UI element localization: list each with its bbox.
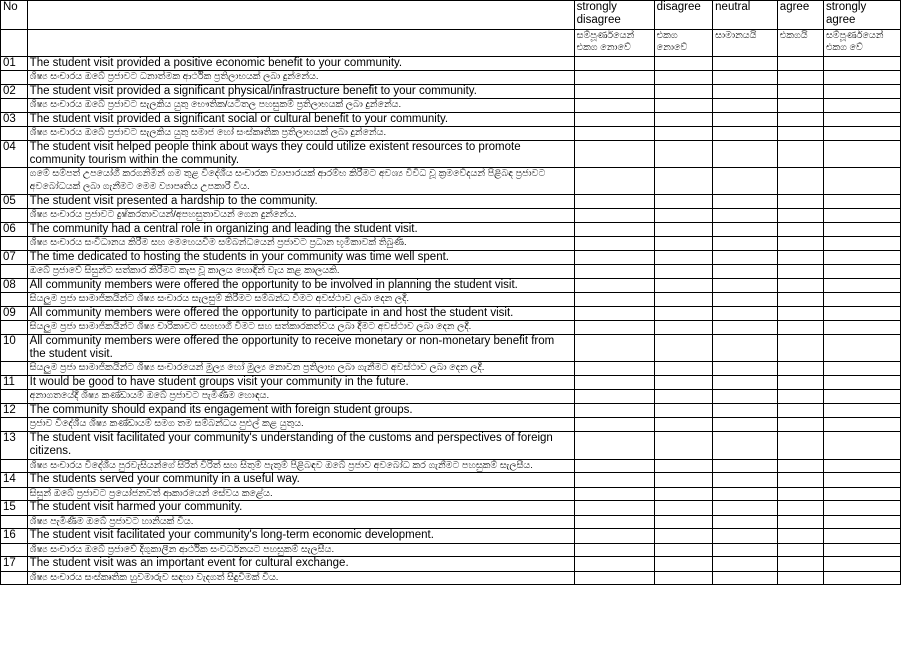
item-row-sinhala [1,168,901,195]
response-cell-si-agree[interactable] [777,321,823,335]
item-number: 02 [1,85,28,99]
item-statement-sinhala: ශිෂ්‍ය සංචාරය ප්‍රජාවට දුෂ්කරතාවයන්/අපහසුතාවයන් ගෙන දුන්නේය. [27,209,574,223]
item-statement-sinhala: සිසුන් ඔබේ ප්‍රජාවට ප්‍රයෝජනවත් ආකාරයෙන් සේවය කළේය. [27,487,574,501]
response-cell-strongly-agree[interactable] [823,223,900,237]
item-row [1,223,901,237]
response-cell-si-neutral[interactable] [713,487,778,501]
item-row-sinhala [1,71,901,85]
response-cell-disagree[interactable] [654,307,712,321]
item-number: 04 [1,141,28,168]
item-row-sinhala [1,237,901,251]
response-cell-si-agree[interactable] [777,487,823,501]
response-cell-si-agree[interactable] [777,459,823,473]
response-cell-strongly-disagree[interactable] [574,57,654,71]
item-number-blank [1,127,28,141]
item-row-sinhala [1,99,901,113]
item-statement-english: The student visit helped people think about ways they could utilize existent resources to promote community tourism within the community. [27,141,574,168]
item-number: 16 [1,529,28,543]
response-cell-strongly-agree[interactable] [823,335,900,362]
item-row [1,473,901,487]
response-cell-disagree[interactable] [654,85,712,99]
response-cell-agree[interactable] [777,557,823,571]
response-cell-strongly-agree[interactable] [823,251,900,265]
response-cell-strongly-disagree[interactable] [574,473,654,487]
response-cell-si-strongly-disagree[interactable] [574,237,654,251]
response-cell-si-neutral[interactable] [713,71,778,85]
item-number-blank [1,321,28,335]
item-row-sinhala [1,390,901,404]
item-number-blank [1,265,28,279]
response-cell-disagree[interactable] [654,279,712,293]
response-cell-disagree[interactable] [654,557,712,571]
response-cell-si-agree[interactable] [777,571,823,585]
item-number: 03 [1,113,28,127]
response-cell-si-agree[interactable] [777,209,823,223]
response-cell-strongly-disagree[interactable] [574,195,654,209]
response-cell-neutral[interactable] [713,307,778,321]
response-cell-si-strongly-agree[interactable] [823,127,900,141]
response-cell-disagree[interactable] [654,195,712,209]
item-statement-english: The community should expand its engagement with foreign student groups. [27,404,574,418]
response-cell-strongly-disagree[interactable] [574,404,654,418]
header-si-disagree: එකග නොවේ [654,30,712,57]
item-statement-english: The student visit harmed your community. [27,501,574,515]
item-number: 12 [1,404,28,418]
response-cell-disagree[interactable] [654,113,712,127]
item-number: 13 [1,432,28,459]
response-cell-disagree[interactable] [654,57,712,71]
response-cell-si-disagree[interactable] [654,459,712,473]
item-number-blank [1,209,28,223]
response-cell-si-agree[interactable] [777,237,823,251]
response-cell-strongly-agree[interactable] [823,404,900,418]
response-cell-si-strongly-disagree[interactable] [574,293,654,307]
response-cell-si-neutral[interactable] [713,362,778,376]
response-cell-si-strongly-agree[interactable] [823,168,900,195]
item-row [1,404,901,418]
header-si-neutral: සාමානයයි [713,30,778,57]
item-row-sinhala [1,209,901,223]
response-cell-si-strongly-agree[interactable] [823,293,900,307]
item-statement-sinhala: ශිෂ්‍ය සංචාරය ඔබේ ප්‍රජාවේ දිගුකාලීන ආර්ථික සංවර්ධනයට පහසුකම් සැලසීය. [27,543,574,557]
response-cell-strongly-agree[interactable] [823,57,900,71]
item-number-blank [1,418,28,432]
response-cell-strongly-disagree[interactable] [574,113,654,127]
item-statement-sinhala: සියලුම ප්‍රජා සාමාජිකයින්ට ශිෂ්‍ය චාරිකාවට සහභාගී වීමට සහ සත්කාරකත්වය ලබා දීමට අවස්ථාව ලබා දෙන ලදී. [27,321,574,335]
response-cell-disagree[interactable] [654,223,712,237]
response-cell-neutral[interactable] [713,501,778,515]
response-cell-strongly-agree[interactable] [823,113,900,127]
response-cell-si-neutral[interactable] [713,459,778,473]
response-cell-si-disagree[interactable] [654,99,712,113]
response-cell-strongly-agree[interactable] [823,141,900,168]
response-cell-strongly-agree[interactable] [823,195,900,209]
response-cell-strongly-agree[interactable] [823,557,900,571]
item-statement-english: All community members were offered the opportunity to participate in and host the student visit. [27,307,574,321]
response-cell-neutral[interactable] [713,529,778,543]
response-cell-si-strongly-disagree[interactable] [574,265,654,279]
item-row [1,557,901,571]
response-cell-si-strongly-agree[interactable] [823,487,900,501]
item-statement-english: The student visit facilitated your community's understanding of the customs and perspectives of foreign citizens. [27,432,574,459]
item-number-blank [1,293,28,307]
response-cell-neutral[interactable] [713,113,778,127]
response-cell-si-strongly-disagree[interactable] [574,571,654,585]
response-cell-strongly-disagree[interactable] [574,557,654,571]
item-statement-sinhala: සියලුම ප්‍රජා සාමාජිකයින්ට ශිෂ්‍ය සංචාරයෙන් මුල්‍ය හෝ මුල්‍ය නොවන ප්‍රතිලාභ ලබා ගැනීමට අවස්ථාව ලබා දෙන ලදී. [27,362,574,376]
item-number-blank [1,571,28,585]
response-cell-agree[interactable] [777,432,823,459]
item-statement-sinhala: සියලුම ප්‍රජා සාමාජිකයින්ට ශිෂ්‍ය සංචාරය සැලසුම් කිරීමට සම්බන්ධ වීමට අවස්ථාව ලබා දෙන ලදී. [27,293,574,307]
response-cell-si-strongly-disagree[interactable] [574,127,654,141]
response-cell-si-disagree[interactable] [654,571,712,585]
item-statement-english: All community members were offered the opportunity to be involved in planning the student visit. [27,279,574,293]
item-statement-english: All community members were offered the opportunity to receive monetary or non-monetary benefit from the student visit. [27,335,574,362]
item-row-sinhala [1,459,901,473]
response-cell-disagree[interactable] [654,473,712,487]
response-cell-si-neutral[interactable] [713,168,778,195]
response-cell-si-disagree[interactable] [654,209,712,223]
response-cell-neutral[interactable] [713,57,778,71]
item-number-blank [1,390,28,404]
response-cell-agree[interactable] [777,279,823,293]
response-cell-si-agree[interactable] [777,265,823,279]
response-cell-si-strongly-disagree[interactable] [574,71,654,85]
item-statement-sinhala: ගමේ සම්පත් උපයෝගී කරගනිමින් ගම තුළ විදේශීය සංචාරක ව්‍යාපාරයක් ආරම්භ කිරීමට අවශ්‍ය විවිධ වූ ක්‍රමවේදයන් පිළිබඳ ප්‍රජාවට අවබෝධයක් ලබා ගැනීමට මෙම ව්‍යාපෘතිය උපකාරී විය. [27,168,574,195]
header-si-agree: එකගයි [777,30,823,57]
item-number: 01 [1,57,28,71]
response-cell-agree[interactable] [777,223,823,237]
response-cell-si-strongly-disagree[interactable] [574,321,654,335]
response-cell-si-agree[interactable] [777,127,823,141]
item-number: 09 [1,307,28,321]
response-cell-si-strongly-agree[interactable] [823,515,900,529]
item-row-sinhala [1,571,901,585]
response-cell-si-neutral[interactable] [713,127,778,141]
response-cell-si-neutral[interactable] [713,571,778,585]
response-cell-si-neutral[interactable] [713,390,778,404]
item-number: 08 [1,279,28,293]
response-cell-si-strongly-disagree[interactable] [574,418,654,432]
item-statement-sinhala: අනාගතයේදී ශිෂ්‍ය කණ්ඩායම් ඔබේ ප්‍රජාවට පැමිණීම හොඳය. [27,390,574,404]
item-number: 06 [1,223,28,237]
response-cell-strongly-disagree[interactable] [574,376,654,390]
response-cell-si-strongly-agree[interactable] [823,571,900,585]
response-cell-si-neutral[interactable] [713,237,778,251]
item-number-blank [1,237,28,251]
response-cell-si-strongly-disagree[interactable] [574,209,654,223]
item-statement-english: The student visit presented a hardship to the community. [27,195,574,209]
response-cell-disagree[interactable] [654,529,712,543]
response-cell-neutral[interactable] [713,557,778,571]
response-cell-si-disagree[interactable] [654,71,712,85]
response-cell-si-agree[interactable] [777,71,823,85]
item-number-blank [1,459,28,473]
response-cell-si-neutral[interactable] [713,265,778,279]
response-cell-strongly-agree[interactable] [823,85,900,99]
response-cell-si-disagree[interactable] [654,127,712,141]
item-statement-sinhala: ශිෂ්‍ය සංචාරය ඔබේ ප්‍රජාවට සැලකිය යුතු භෞතික/යටිතල පහසුකම් ප්‍රතිලාභයක් ලබා දුන්නේය. [27,99,574,113]
item-statement-sinhala: ශිෂ්‍ය සංචාරය විදේශීය පුරවැසියන්ගේ සිරිත් විරිත් සහ සිතුම් පැතුම් පිළිබඳව ඔබේ ප්‍රජාව අවබෝධ කර ගැනීමට පහසුකම් සැලසීය. [27,459,574,473]
item-number-blank [1,515,28,529]
response-cell-si-strongly-disagree[interactable] [574,487,654,501]
item-row-sinhala [1,321,901,335]
item-row-sinhala [1,293,901,307]
response-cell-si-strongly-agree[interactable] [823,265,900,279]
response-cell-si-strongly-disagree[interactable] [574,543,654,557]
response-cell-disagree[interactable] [654,251,712,265]
response-cell-disagree[interactable] [654,404,712,418]
item-statement-english: The student visit provided a positive economic benefit to your community. [27,57,574,71]
item-row [1,335,901,362]
item-row-sinhala [1,543,901,557]
response-cell-si-neutral[interactable] [713,209,778,223]
response-cell-si-strongly-disagree[interactable] [574,168,654,195]
response-cell-si-disagree[interactable] [654,293,712,307]
response-cell-si-strongly-disagree[interactable] [574,390,654,404]
response-cell-strongly-disagree[interactable] [574,529,654,543]
item-number: 07 [1,251,28,265]
response-cell-strongly-disagree[interactable] [574,85,654,99]
item-row-sinhala [1,487,901,501]
response-cell-si-disagree[interactable] [654,487,712,501]
response-cell-si-strongly-agree[interactable] [823,209,900,223]
item-row [1,57,901,71]
response-cell-strongly-agree[interactable] [823,432,900,459]
item-number: 17 [1,557,28,571]
response-cell-si-neutral[interactable] [713,418,778,432]
response-cell-neutral[interactable] [713,195,778,209]
response-cell-neutral[interactable] [713,404,778,418]
item-row-sinhala [1,265,901,279]
response-cell-si-strongly-agree[interactable] [823,418,900,432]
header-no-blank [1,30,28,57]
item-number: 11 [1,376,28,390]
response-cell-agree[interactable] [777,501,823,515]
response-cell-neutral[interactable] [713,85,778,99]
item-statement-sinhala: ශිෂ්‍ය සංචාරය සංස්කෘතික හුවමාරුව සඳහා වැදගත් සිදුවීමක් විය. [27,571,574,585]
response-cell-disagree[interactable] [654,335,712,362]
response-cell-strongly-disagree[interactable] [574,335,654,362]
response-cell-strongly-disagree[interactable] [574,501,654,515]
item-number-blank [1,99,28,113]
header-strongly-disagree: strongly disagree [574,1,654,30]
response-cell-neutral[interactable] [713,432,778,459]
response-cell-si-disagree[interactable] [654,168,712,195]
response-cell-si-agree[interactable] [777,418,823,432]
response-cell-neutral[interactable] [713,251,778,265]
header-si-strongly-agree: සම්පූර්ණයෙන් එකග වේ [823,30,900,57]
item-row-sinhala [1,362,901,376]
response-cell-strongly-agree[interactable] [823,473,900,487]
response-cell-si-agree[interactable] [777,293,823,307]
response-cell-neutral[interactable] [713,141,778,168]
item-row [1,279,901,293]
header-si-strongly-disagree: සම්පූර්ණයෙන් එකග නොවේ [574,30,654,57]
response-cell-agree[interactable] [777,376,823,390]
response-cell-agree[interactable] [777,335,823,362]
response-cell-si-agree[interactable] [777,390,823,404]
response-cell-si-strongly-agree[interactable] [823,459,900,473]
response-cell-disagree[interactable] [654,501,712,515]
response-cell-si-strongly-agree[interactable] [823,543,900,557]
response-cell-si-agree[interactable] [777,99,823,113]
item-statement-english: The student visit facilitated your community's long-term economic development. [27,529,574,543]
item-number: 10 [1,335,28,362]
response-cell-strongly-agree[interactable] [823,501,900,515]
item-row [1,501,901,515]
response-cell-si-strongly-agree[interactable] [823,237,900,251]
item-statement-sinhala: ශිෂ්‍ය පැමිණීම ඔබේ ප්‍රජාවට හානියක් විය. [27,515,574,529]
item-statement-english: The time dedicated to hosting the students in your community was time well spent. [27,251,574,265]
response-cell-si-strongly-agree[interactable] [823,390,900,404]
response-cell-strongly-disagree[interactable] [574,223,654,237]
response-cell-si-strongly-agree[interactable] [823,71,900,85]
response-cell-agree[interactable] [777,195,823,209]
item-number: 05 [1,195,28,209]
response-cell-strongly-disagree[interactable] [574,279,654,293]
response-cell-agree[interactable] [777,57,823,71]
response-cell-si-neutral[interactable] [713,293,778,307]
response-cell-disagree[interactable] [654,376,712,390]
response-cell-agree[interactable] [777,251,823,265]
item-number: 15 [1,501,28,515]
response-cell-si-neutral[interactable] [713,99,778,113]
response-cell-strongly-disagree[interactable] [574,251,654,265]
response-cell-agree[interactable] [777,307,823,321]
response-cell-si-strongly-disagree[interactable] [574,362,654,376]
item-statement-english: The student visit provided a significant social or cultural benefit to your community. [27,113,574,127]
response-cell-si-disagree[interactable] [654,418,712,432]
item-number-blank [1,362,28,376]
item-statement-english: It would be good to have student groups visit your community in the future. [27,376,574,390]
response-cell-disagree[interactable] [654,141,712,168]
response-cell-neutral[interactable] [713,473,778,487]
item-statement-sinhala: ශිෂ්‍ය සංචාරය ඔබේ ප්‍රජාවට ධනාත්මක ආර්ථික ප්‍රතිලාභයක් ලබා දුන්නේය. [27,71,574,85]
response-cell-si-agree[interactable] [777,515,823,529]
header-disagree: disagree [654,1,712,30]
item-row [1,376,901,390]
item-number: 14 [1,473,28,487]
item-number-blank [1,71,28,85]
response-cell-strongly-disagree[interactable] [574,141,654,168]
item-row [1,529,901,543]
item-row [1,307,901,321]
response-cell-agree[interactable] [777,85,823,99]
response-cell-si-agree[interactable] [777,362,823,376]
response-cell-si-neutral[interactable] [713,543,778,557]
response-cell-si-strongly-agree[interactable] [823,99,900,113]
response-cell-si-strongly-disagree[interactable] [574,99,654,113]
response-cell-si-strongly-agree[interactable] [823,362,900,376]
item-statement-sinhala: ඔබේ ප්‍රජාවේ සිසුන්ට සත්කාර කිරීමට කැප වූ කාලය හොඳින් වැය කළ කාලයකි. [27,265,574,279]
response-cell-si-disagree[interactable] [654,543,712,557]
item-row [1,195,901,209]
header-neutral: neutral [713,1,778,30]
header-statement [27,1,574,30]
response-cell-si-neutral[interactable] [713,515,778,529]
item-statement-english: The student visit provided a significant physical/infrastructure benefit to your community. [27,85,574,99]
response-cell-si-disagree[interactable] [654,237,712,251]
header-row [1,1,901,30]
item-statement-sinhala: ශිෂ්‍ය සංචාරය ඔබේ ප්‍රජාවට සැලකිය යුතු සමාජ හෝ සංස්කෘතික ප්‍රතිලාභයක් ලබා දුන්නේය. [27,127,574,141]
item-row [1,432,901,459]
response-cell-agree[interactable] [777,404,823,418]
item-row [1,85,901,99]
response-cell-neutral[interactable] [713,376,778,390]
response-cell-disagree[interactable] [654,432,712,459]
response-cell-agree[interactable] [777,141,823,168]
item-number-blank [1,543,28,557]
response-cell-si-strongly-disagree[interactable] [574,459,654,473]
response-cell-si-agree[interactable] [777,168,823,195]
header-no: No [1,1,28,30]
item-statement-sinhala: ශිෂ්‍ය සංචාරය සංවිධානය කිරීම සහ මෙහෙයවීම සම්බන්ධයෙන් ප්‍රජාවට ප්‍රධාන භූමිකාවක් තිබුණි. [27,237,574,251]
item-row-sinhala [1,418,901,432]
item-statement-english: The students served your community in a useful way. [27,473,574,487]
header-agree: agree [777,1,823,30]
response-cell-strongly-agree[interactable] [823,376,900,390]
item-row-sinhala [1,127,901,141]
response-cell-si-disagree[interactable] [654,390,712,404]
response-cell-si-disagree[interactable] [654,321,712,335]
item-statement-english: The community had a central role in organizing and leading the student visit. [27,223,574,237]
response-cell-si-strongly-agree[interactable] [823,321,900,335]
response-cell-agree[interactable] [777,529,823,543]
response-cell-agree[interactable] [777,113,823,127]
response-cell-si-disagree[interactable] [654,265,712,279]
item-number-blank [1,168,28,195]
response-cell-agree[interactable] [777,473,823,487]
response-cell-neutral[interactable] [713,335,778,362]
response-cell-strongly-agree[interactable] [823,529,900,543]
response-cell-si-strongly-disagree[interactable] [574,515,654,529]
item-row [1,141,901,168]
response-cell-si-agree[interactable] [777,543,823,557]
item-statement-english: The student visit was an important event for cultural exchange. [27,557,574,571]
response-cell-si-disagree[interactable] [654,362,712,376]
item-row [1,251,901,265]
response-cell-strongly-disagree[interactable] [574,307,654,321]
response-cell-strongly-agree[interactable] [823,307,900,321]
header-row-sinhala [1,30,901,57]
item-row-sinhala [1,515,901,529]
header-statement-blank [27,30,574,57]
item-row [1,113,901,127]
response-cell-neutral[interactable] [713,279,778,293]
item-statement-sinhala: ප්‍රජාව විදේශීය ශිෂ්‍ය කණ්ඩායම් සමග තම සම්බන්ධය පුළුල් කළ යුතුය. [27,418,574,432]
item-number-blank [1,487,28,501]
response-cell-neutral[interactable] [713,223,778,237]
response-cell-strongly-agree[interactable] [823,279,900,293]
response-cell-si-disagree[interactable] [654,515,712,529]
response-cell-strongly-disagree[interactable] [574,432,654,459]
response-cell-si-neutral[interactable] [713,321,778,335]
header-strongly-agree: strongly agree [823,1,900,30]
